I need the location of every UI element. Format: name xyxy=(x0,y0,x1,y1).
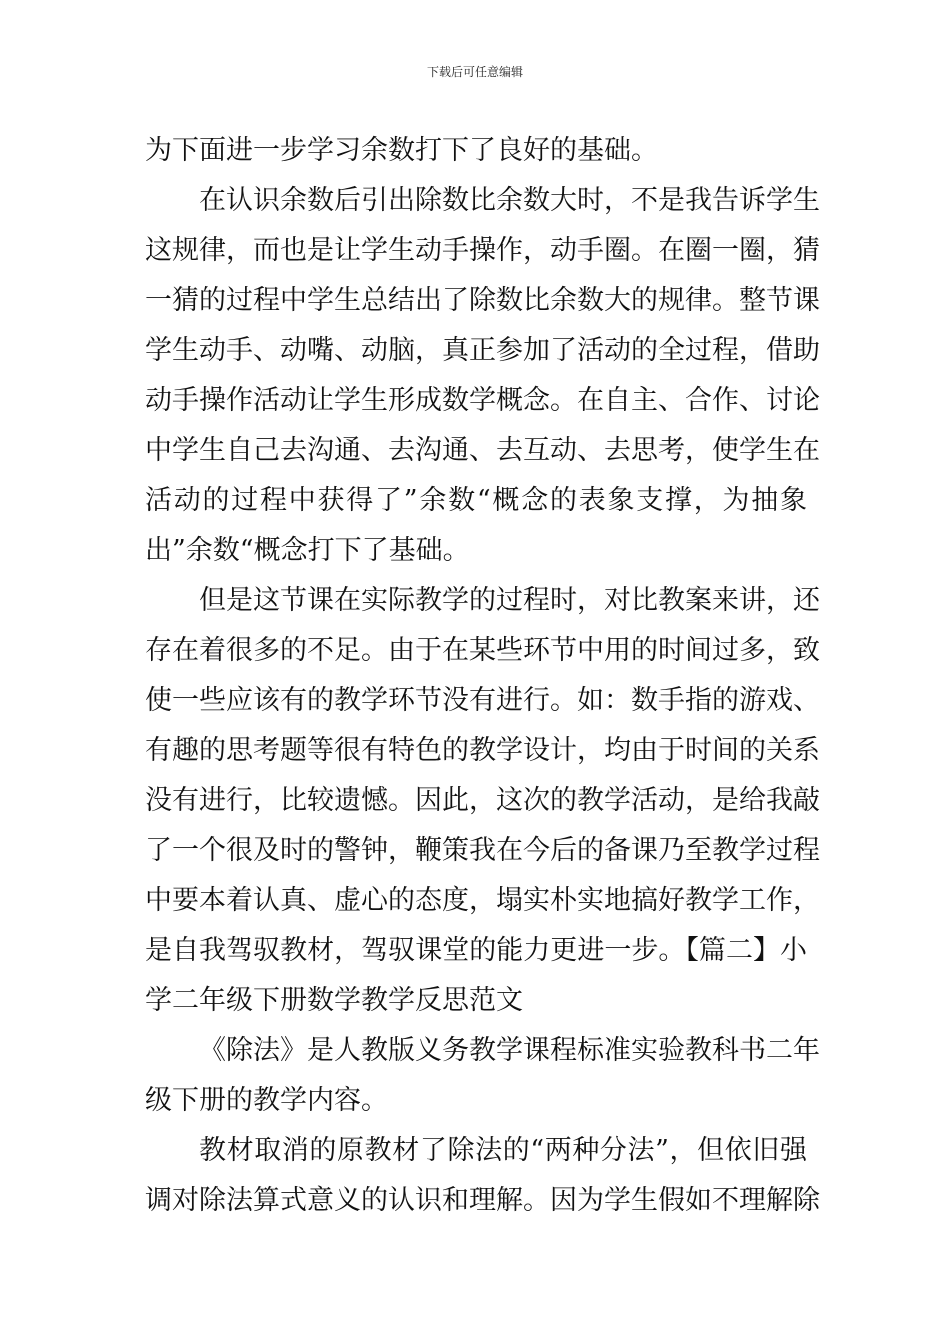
text-line: 了一个很及时的警钟，鞭策我在今后的备课乃至教学过程 xyxy=(145,835,820,866)
text-line: 出”余数“概念打下了基础。 xyxy=(145,535,470,566)
text-line: 一猜的过程中学生总结出了除数比余数大的规律。整节课 xyxy=(145,285,820,316)
text-line: 是自我驾驭教材，驾驭课堂的能力更进一步。【篇二】小 xyxy=(145,935,807,966)
text-line: 存在着很多的不足。由于在某些环节中用的时间过多，致 xyxy=(145,635,820,666)
text-line: 使一些应该有的教学环节没有进行。如：数手指的游戏、 xyxy=(145,685,820,716)
text-line: 《除法》是人教版义务教学课程标准实验教科书二年 xyxy=(199,1035,820,1066)
text-line: 教材取消的原教材了除法的“两种分法”，但依旧强 xyxy=(199,1135,807,1166)
text-line: 在认识余数后引出除数比余数大时，不是我告诉学生 xyxy=(199,185,820,216)
page-header: 下载后可任意编辑 xyxy=(426,65,523,79)
text-line: 有趣的思考题等很有特色的教学设计，均由于时间的关系 xyxy=(145,735,820,766)
text-line: 但是这节课在实际教学的过程时，对比教案来讲，还 xyxy=(199,585,820,616)
text-line: 活动的过程中获得了”余数“概念的表象支撑，为抽象 xyxy=(145,485,807,516)
document-body xyxy=(145,126,820,1226)
text-line: 动手操作活动让学生形成数学概念。在自主、合作、讨论 xyxy=(145,385,820,416)
text-line: 中要本着认真、虚心的态度，塌实朴实地搞好教学工作， xyxy=(145,885,820,916)
text-line: 为下面进一步学习余数打下了良好的基础。 xyxy=(145,135,658,166)
text-line: 调对除法算式意义的认识和理解。因为学生假如不理解除 xyxy=(145,1185,820,1216)
text-line: 学生动手、动嘴、动脑，真正参加了活动的全过程，借助 xyxy=(145,335,820,366)
text-line: 中学生自己去沟通、去沟通、去互动、去思考，使学生在 xyxy=(145,435,820,466)
text-line: 这规律，而也是让学生动手操作，动手圈。在圈一圈，猜 xyxy=(145,235,820,266)
text-line: 学二年级下册数学教学反思范文 xyxy=(145,985,523,1016)
text-line: 级下册的教学内容。 xyxy=(145,1085,388,1116)
text-line: 没有进行，比较遗憾。因此，这次的教学活动，是给我敲 xyxy=(145,785,820,816)
